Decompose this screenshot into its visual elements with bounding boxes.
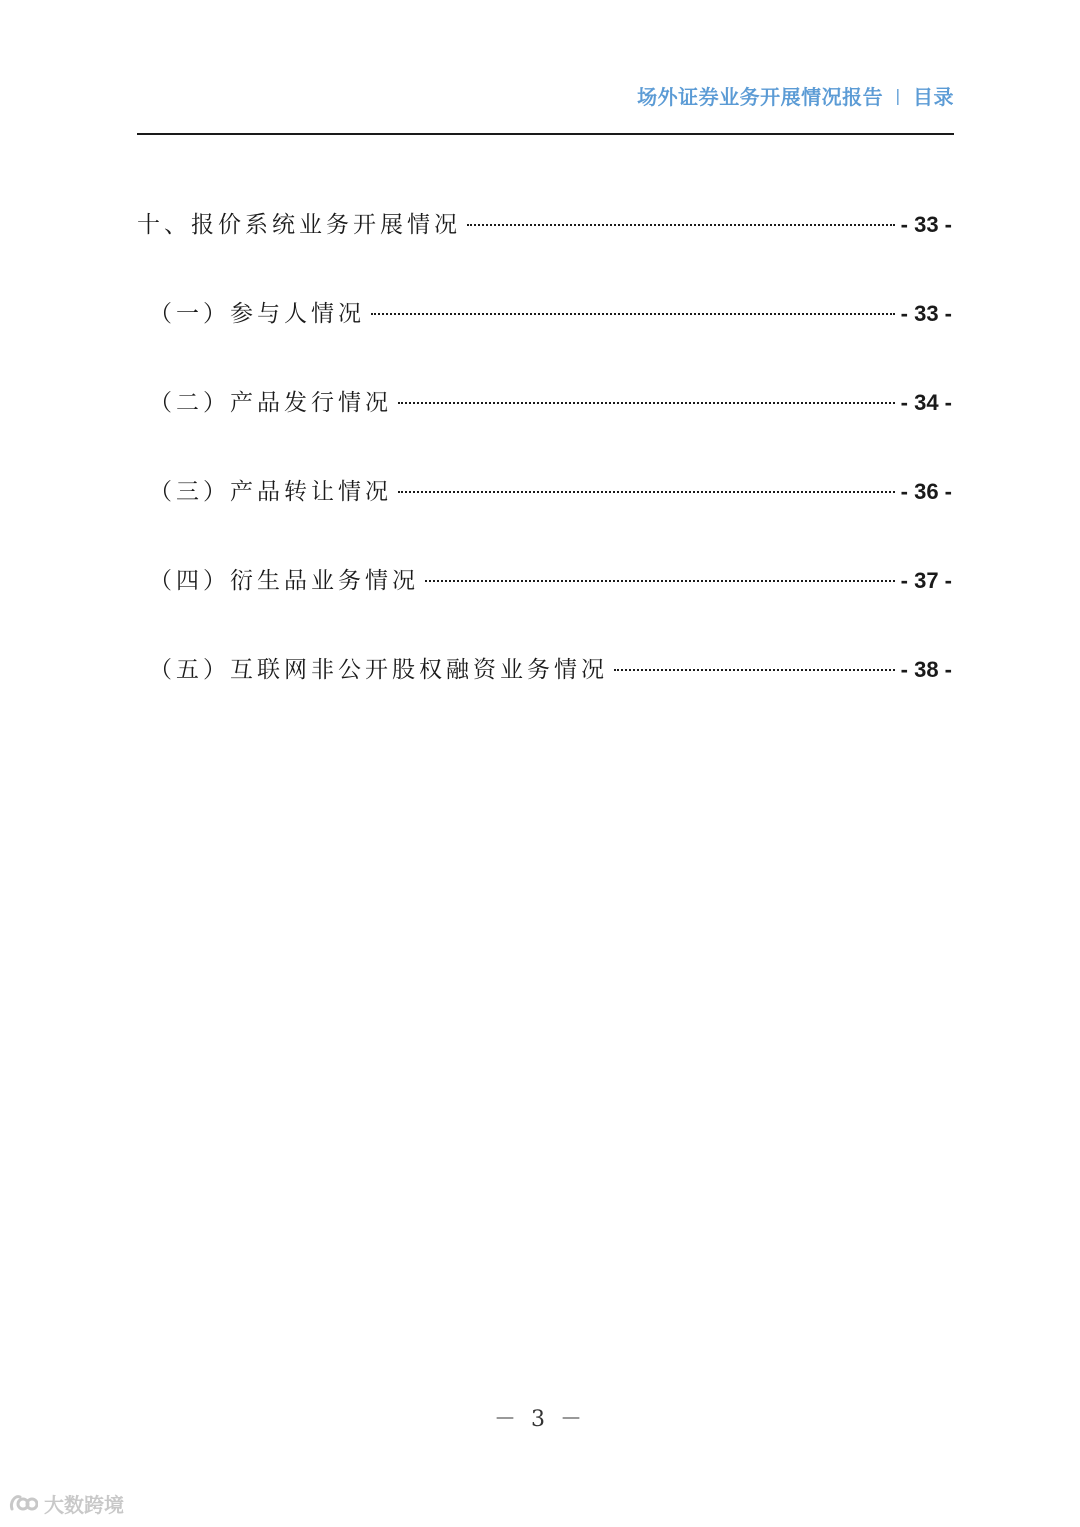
- header-rule: [137, 133, 954, 135]
- toc-page-number: - 37 -: [900, 568, 952, 593]
- toc-entry-label: （三）产品转让情况: [149, 479, 392, 505]
- toc-entry[interactable]: [137, 200, 952, 289]
- toc-entry[interactable]: [137, 645, 952, 734]
- toc-dot-leader: [398, 491, 895, 493]
- toc-page-number: - 34 -: [900, 390, 952, 415]
- table-of-contents: [137, 200, 952, 734]
- toc-entry[interactable]: [137, 289, 952, 378]
- toc-entry[interactable]: [137, 556, 952, 645]
- watermark: [8, 1488, 124, 1518]
- toc-dot-leader: [425, 580, 895, 582]
- toc-page-number: - 36 -: [900, 479, 952, 504]
- brand-logo-icon: [8, 1491, 38, 1515]
- toc-entry-label: （一）参与人情况: [149, 301, 365, 327]
- report-title: 场外证券业务开展情况报告: [637, 84, 884, 109]
- toc-page-number: - 38 -: [900, 657, 952, 682]
- toc-entry-label: （二）产品发行情况: [149, 390, 392, 416]
- toc-dot-leader: [467, 224, 895, 226]
- toc-entry[interactable]: [137, 378, 952, 467]
- toc-entry[interactable]: [137, 467, 952, 556]
- toc-page-number: - 33 -: [900, 301, 952, 326]
- toc-dot-leader: [371, 313, 895, 315]
- page-number: － 3 －: [494, 1407, 586, 1432]
- toc-entry-label: （四）衍生品业务情况: [149, 568, 419, 594]
- toc-page-number: - 33 -: [900, 212, 952, 237]
- toc-entry-label: 十、报价系统业务开展情况: [137, 212, 461, 238]
- header-separator: |: [895, 85, 901, 105]
- toc-dot-leader: [614, 669, 895, 671]
- watermark-text: 大数跨境: [44, 1492, 124, 1517]
- running-header: [137, 80, 954, 110]
- header-section: 目录: [913, 84, 954, 109]
- toc-entry-label: （五）互联网非公开股权融资业务情况: [149, 657, 608, 683]
- toc-dot-leader: [398, 402, 895, 404]
